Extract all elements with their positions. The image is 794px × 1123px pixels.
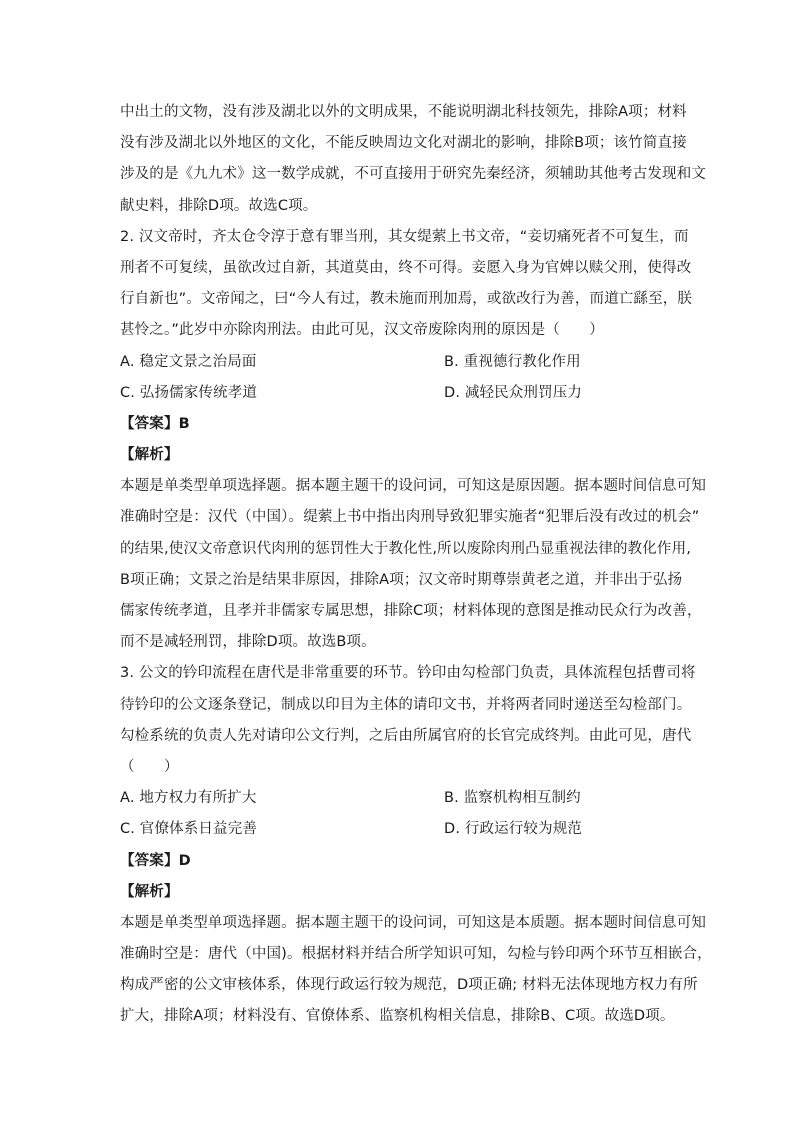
question-stem-line: 勾检系统的负责人先对请印公文行判，之后由所属官府的长官完成终判。由此可见，唐代 <box>120 727 692 744</box>
question-stem-line: （ ） <box>120 758 179 775</box>
text-line: 献史料，排除D项。故选C项。 <box>120 197 318 214</box>
q1-analysis-continued <box>120 97 706 222</box>
analysis-line: 准确时空是：汉代（中国）。缇萦上书中指出肉刑导致犯罪实施者“犯罪后没有改过的机会” <box>120 509 700 526</box>
analysis-line: 准确时空是：唐代（中国)。根据材料并结合所学知识可知，勾检与钤印两个环节互相嵌合， <box>120 946 712 963</box>
option-b: B. 重视德行教化作用 <box>444 353 581 370</box>
analysis-line: 儒家传统孝道，且孝并非儒家专属思想，排除C项；材料体现的意图是推动民众行为改善， <box>120 603 702 619</box>
analysis-line: 扩大，排除A项；材料没有、官僚体系、监察机构相关信息，排除B、C项。故选D项。 <box>120 1008 675 1025</box>
question-stem-line: 2. 汉文帝时，齐太仓令淳于意有罪当刑，其女缇萦上书文帝，“妾切痛死者不可复生，而 <box>120 228 689 245</box>
question-stem-line: 刑者不可复续，虽欲改过自新，其道莫由，终不可得。妾愿入身为官婢以赎父刑，使得改 <box>120 259 692 276</box>
options-row <box>120 814 700 845</box>
option-c: C. 官僚体系日益完善 <box>120 821 257 838</box>
analysis-label: 【解析】 <box>120 883 179 900</box>
analysis-line: 构成严密的公文审核体系，体现行政运行较为规范，D项正确; 材料无法体现地方权力有所 <box>120 977 698 994</box>
option-a: A. 稳定文景之治局面 <box>120 353 257 370</box>
text-line: 没有涉及湖北以外地区的文化，不能反映周边文化对湖北的影响，排除B项；该竹简直接 <box>120 135 687 152</box>
text-line: 中出土的文物，没有涉及湖北以外的文明成果，不能说明湖北科技领先，排除A项；材料 <box>120 104 687 120</box>
options-row <box>120 783 700 814</box>
answer: 【答案】D <box>120 852 191 869</box>
analysis-label: 【解析】 <box>120 447 179 464</box>
analysis-line: 本题是单类型单项选择题。据本题主题干的设问词，可知这是原因题。据本题时间信息可知 <box>120 478 706 495</box>
analysis-line: 的结果,使汉文帝意识代肉刑的惩罚性大于教化性,所以废除肉刑凸显重视法律的教化作用, <box>120 540 691 557</box>
analysis-line: 本题是单类型单项选择题。据本题主题干的设问词，可知这是本质题。据本题时间信息可知 <box>120 914 706 931</box>
text-line: 涉及的是《九九术》这一数学成就，不可直接用于研究先秦经济，须辅助其他考古发现和文 <box>120 166 706 183</box>
option-c: C. 弘扬儒家传统孝道 <box>120 384 257 401</box>
question-3 <box>120 658 712 1032</box>
question-stem-line: 行自新也”。文帝闻之，曰“今人有过，教未施而刑加焉，或欲改行为善，而道亡繇至，朕 <box>120 291 693 308</box>
question-stem-line: 甚怜之。”此岁中亦除肉刑法。由此可见，汉文帝废除肉刑的原因是（ ） <box>120 322 604 339</box>
option-d: D. 行政运行较为规范 <box>444 821 583 838</box>
analysis-line: B项正确；文景之治是结果非原因，排除A项；汉文帝时期尊崇黄老之道，并非出于弘扬 <box>120 571 683 588</box>
option-a: A. 地方权力有所扩大 <box>120 790 257 807</box>
page-content <box>120 97 712 1033</box>
question-2 <box>120 222 706 659</box>
answer: 【答案】B <box>120 415 190 432</box>
option-b: B. 监察机构相互制约 <box>444 790 581 807</box>
analysis-line: 而不是减轻刑罚，排除D项。故选B项。 <box>120 634 376 651</box>
question-stem-line: 待钤印的公文逐条登记，制成以印目为主体的请印文书，并将两者同时递送至勾检部门。 <box>120 696 692 713</box>
question-stem-line: 3. 公文的钤印流程在唐代是非常重要的环节。钤印由勾检部门负责，具体流程包括曹司将 <box>120 665 696 682</box>
options-row <box>120 347 700 378</box>
options-row <box>120 378 700 409</box>
option-d: D. 减轻民众刑罚压力 <box>444 384 583 401</box>
